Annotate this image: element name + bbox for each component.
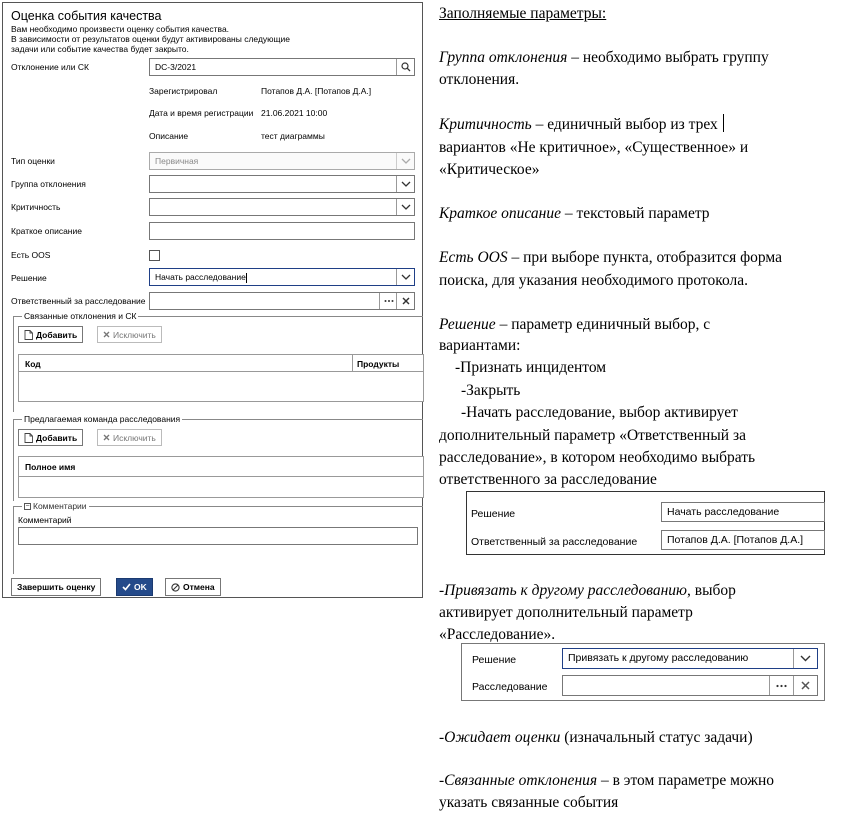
close-icon	[801, 681, 810, 690]
responsible-field[interactable]	[149, 292, 415, 310]
note-line: В зависимости от результатов оценки будут активированы следующие	[11, 34, 291, 44]
example2-decision-label: Решение	[472, 654, 517, 666]
await-term: Ожидает оценки	[444, 729, 561, 746]
quality-event-dialog	[2, 2, 423, 598]
example-decision-label: Решение	[471, 508, 516, 520]
await-text	[439, 727, 753, 749]
grid-header-line	[18, 371, 424, 372]
check-icon	[122, 583, 131, 591]
clear-button[interactable]	[396, 293, 414, 309]
crit-term: Критичность	[439, 116, 532, 133]
chevron-down-icon	[401, 158, 411, 164]
link-desc: , выбор	[687, 582, 736, 599]
note-line: задачи или событие качества будет закрыто.	[11, 44, 189, 54]
reg-date-value: 21.06.2021 10:00	[261, 108, 328, 118]
short-term: Краткое описание	[439, 205, 561, 222]
registered-label: Зарегистрировал	[149, 86, 218, 96]
related-desc: – в этом параметре можно	[597, 772, 775, 789]
dropdown-button[interactable]	[396, 199, 414, 215]
group-text	[439, 47, 769, 69]
add-label: Добавить	[36, 432, 78, 443]
dropdown-button[interactable]	[396, 269, 414, 285]
grid-header-line	[18, 476, 424, 477]
example-link-panel	[461, 643, 825, 701]
deviation-value: DC-3/2021	[155, 62, 197, 72]
link-text	[439, 580, 736, 602]
cancel-label: Отмена	[183, 582, 215, 592]
col-products[interactable]: Продукты	[357, 359, 400, 369]
crit-text	[439, 114, 724, 136]
decision-term: Решение	[439, 316, 496, 333]
deviation-field[interactable]	[149, 58, 415, 76]
eval-type-value: Первичная	[155, 156, 199, 166]
dropdown-button[interactable]	[396, 176, 414, 192]
option-incident: -Признать инцидентом	[455, 359, 607, 376]
oos-desc: – при выборе пункта, отобразится форма	[507, 249, 782, 266]
note-line: Вам необходимо произвести оценку события качества.	[11, 24, 230, 34]
close-icon	[103, 434, 110, 441]
params-heading: Заполняемые параметры:	[439, 5, 607, 22]
exclude-label: Исключить	[113, 329, 156, 340]
document-icon	[24, 330, 33, 340]
example2-investigation-label: Расследование	[472, 681, 548, 693]
eval-type-select	[149, 152, 415, 170]
reg-date-label: Дата и время регистрации	[149, 108, 254, 118]
example2-dropdown	[793, 649, 817, 668]
related-text	[439, 770, 774, 792]
group-select[interactable]	[149, 175, 415, 193]
comments-section-title[interactable]	[22, 501, 89, 511]
chevron-down-icon	[800, 655, 811, 662]
grid-column-divider	[352, 354, 353, 372]
related-text-cont: указать связанные события	[439, 794, 619, 811]
ok-label: OK	[134, 582, 147, 592]
dropdown-button	[396, 153, 414, 169]
team-grid	[18, 456, 424, 498]
complete-label: Завершить оценку	[17, 582, 96, 592]
collapse-icon[interactable]: −	[25, 503, 30, 511]
crit-text-cont2: «Критическое»	[439, 161, 540, 178]
exclude-team-button[interactable]	[97, 429, 162, 446]
comment-label: Комментарий	[18, 515, 72, 525]
deviation-label: Отклонение или СК	[11, 62, 89, 72]
decision-desc: – параметр единичный выбор, с	[495, 316, 711, 333]
link-text-cont2: «Расследование».	[439, 626, 556, 643]
criticality-select[interactable]	[149, 198, 415, 216]
chevron-down-icon	[401, 274, 411, 280]
comment-input[interactable]	[18, 527, 418, 545]
text-cursor	[246, 273, 247, 283]
complete-evaluation-button[interactable]	[11, 578, 101, 596]
oos-term: Есть OOS	[439, 249, 508, 266]
comments-title-text: Комментарии	[33, 501, 87, 511]
oos-checkbox[interactable]	[149, 250, 160, 261]
example2-browse	[769, 676, 793, 695]
crit-text-cont: вариантов «Не критичное», «Существенное» и	[439, 139, 749, 156]
decision-select[interactable]	[149, 268, 415, 286]
oos-text	[439, 247, 782, 269]
example2-clear	[793, 676, 817, 695]
search-button[interactable]	[396, 59, 414, 75]
option-investigate-cont2: расследование», в котором необходимо выбрать	[439, 449, 756, 466]
browse-button[interactable]	[379, 293, 397, 309]
example2-investigation-field	[562, 675, 818, 696]
related-prefix: -	[439, 772, 445, 789]
description-label: Описание	[149, 131, 189, 141]
dialog-note	[11, 24, 311, 54]
decision-value: Начать расследование	[155, 272, 246, 282]
chevron-down-icon	[401, 204, 411, 210]
document-icon	[24, 433, 33, 443]
chevron-down-icon	[401, 181, 411, 187]
group-term: Группа отклонения	[439, 49, 568, 66]
ellipsis-icon	[384, 299, 394, 303]
option-investigate: -Начать расследование, выбор активирует	[461, 404, 738, 421]
description-value: тест диаграммы	[261, 131, 325, 141]
related-term: Связанные отклонения	[444, 772, 598, 789]
close-icon	[103, 331, 110, 338]
col-code[interactable]: Код	[25, 359, 41, 369]
short-desc: – текстовый параметр	[560, 205, 710, 222]
example-decision-field: Начать расследование	[661, 502, 825, 522]
col-full-name[interactable]: Полное имя	[25, 462, 76, 472]
criticality-label: Критичность	[11, 202, 61, 212]
group-desc: – необходимо выбрать группу	[567, 49, 769, 66]
ellipsis-icon	[776, 684, 787, 688]
registered-value: Потапов Д.А. [Потапов Д.А.]	[261, 86, 372, 96]
add-label: Добавить	[36, 329, 78, 340]
link-text-cont: активирует дополнительный параметр	[439, 604, 693, 621]
example2-decision-value: Привязать к другому расследованию	[568, 652, 749, 664]
team-section-title: Предлагаемая команда расследования	[24, 414, 181, 424]
await-prefix: -	[439, 729, 445, 746]
group-label: Группа отклонения	[11, 179, 86, 189]
example2-decision-field	[562, 648, 818, 669]
exclude-related-button[interactable]	[97, 326, 162, 343]
option-investigate-cont: дополнительный параметр «Ответственный за	[439, 427, 746, 444]
exclude-label: Исключить	[113, 432, 156, 443]
search-icon	[401, 62, 411, 72]
short-desc-label: Краткое описание	[11, 226, 82, 236]
add-related-button[interactable]	[18, 326, 83, 343]
oos-label: Есть OOS	[11, 250, 51, 260]
option-investigate-cont3: ответственного за расследование	[439, 471, 657, 488]
await-desc: (изначальный статус задачи)	[560, 729, 753, 746]
text-cursor	[723, 114, 724, 132]
link-prefix: -	[439, 582, 445, 599]
close-icon	[402, 297, 410, 305]
ok-button[interactable]	[116, 578, 153, 596]
option-close: -Закрыть	[461, 382, 521, 399]
example-investigation-panel	[466, 491, 825, 555]
example-responsible-label: Ответственный за расследование	[471, 536, 638, 548]
decision-label: Решение	[11, 273, 47, 283]
example-responsible-field: Потапов Д.А. [Потапов Д.А.]	[661, 530, 825, 550]
short-desc-input[interactable]	[149, 222, 415, 240]
oos-text-cont: поиска, для указания необходимого протокола.	[439, 272, 749, 289]
add-team-button[interactable]	[18, 429, 83, 446]
decision-text	[439, 314, 710, 336]
dialog-title: Оценка события качества	[11, 9, 162, 23]
cancel-button[interactable]	[165, 578, 221, 596]
eval-type-label: Тип оценки	[11, 156, 55, 166]
responsible-label: Ответственный за расследование	[11, 296, 146, 306]
short-text	[439, 203, 710, 225]
crit-desc: – единичный выбор из трех	[531, 116, 718, 133]
link-term: Привязать к другому расследованию	[444, 582, 687, 599]
cancel-icon	[171, 583, 180, 592]
related-section-title: Связанные отклонения и СК	[24, 311, 137, 321]
decision-text-cont: вариантами:	[439, 337, 521, 354]
group-text-cont: отклонения.	[439, 71, 520, 88]
